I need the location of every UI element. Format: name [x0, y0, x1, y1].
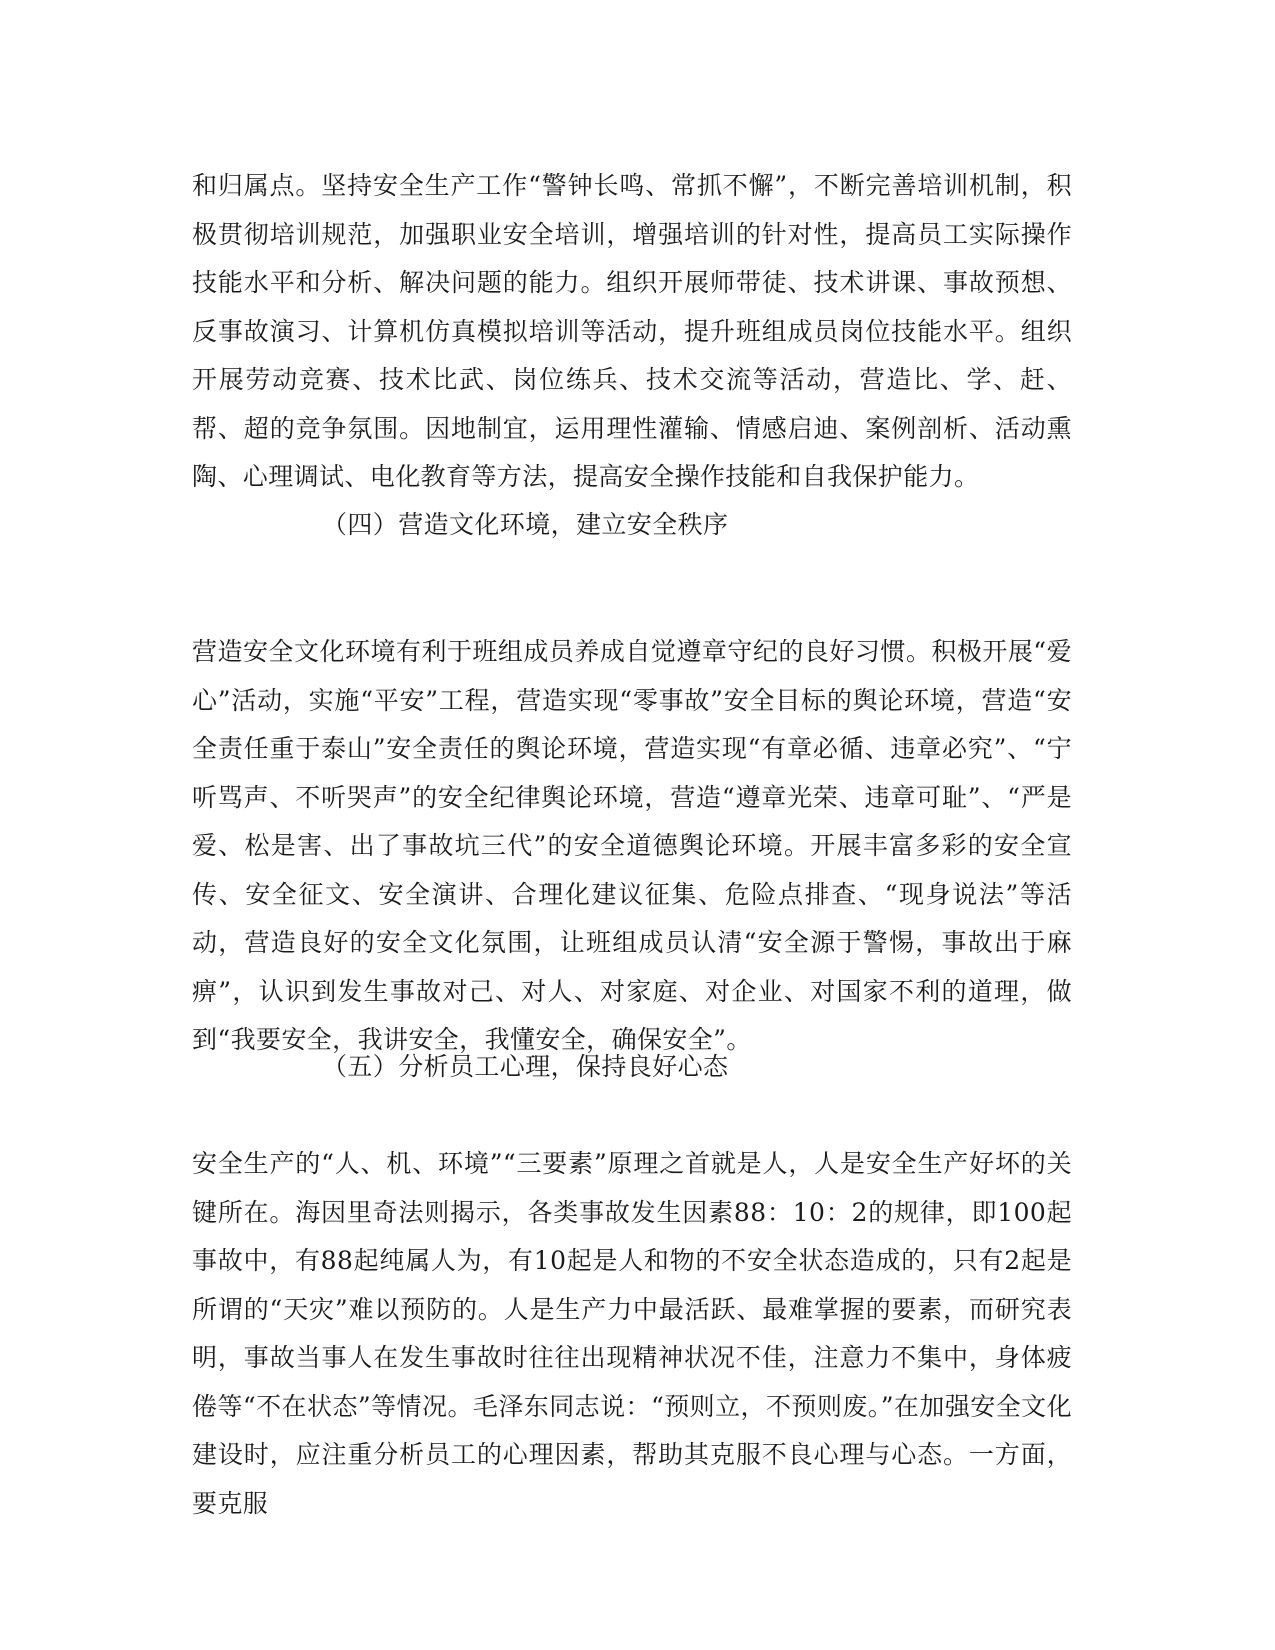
section-heading-5: （五）分析员工心理，保持良好心态: [322, 1052, 729, 1081]
paragraph-training-mechanism: 和归属点。坚持安全生产工作“警钟长鸣、常抓不懈”，不断完善培训机制，积极贯彻培训规范，加强职业安全培训，增强培训的针对性，提高员工实际操作技能水平和分析、解决问题的能力。组织开展师带徒、技术讲课、事故预想、反事故演习、计算机仿真模拟培训等活动，提升班组成员岗位技能水平。组织开展劳动竞赛、技术比武、岗位练兵、技术交流等活动，营造比、学、赶、帮、超的竞争氛围。因地制宜，运用理性灌输、情感启迪、案例剖析、活动熏陶、心理调试、电化教育等方法，提高安全操作技能和自我保护能力。: [192, 171, 1072, 491]
section-heading-4: （四）营造文化环境，建立安全秩序: [322, 510, 729, 539]
paragraph-culture-environment: 营造安全文化环境有利于班组成员养成自觉遵章守纪的良好习惯。积极开展“爱心”活动，实施“平安”工程，营造实现“零事故”安全目标的舆论环境，营造“安全责任重于泰山”安全责任的舆论环境，营造实现“有章必循、违章必究”、“宁听骂声、不听哭声”的安全纪律舆论环境，营造“遵章光荣、违章可耻”、“严是爱、松是害、出了事故坑三代”的安全道德舆论环境。开展丰富多彩的安全宣传、安全征文、安全演讲、合理化建议征集、危险点排查、“现身说法”等活动，营造良好的安全文化氛围，让班组成员认清“安全源于警惕，事故出于麻痹”，认识到发生事故对己、对人、对家庭、对企业、对国家不利的道理，做到“我要安全，我讲安全，我懂安全，确保安全”。: [192, 637, 1072, 1054]
paragraph-employee-psychology: 安全生产的“人、机、环境”“三要素”原理之首就是人，人是安全生产好坏的关键所在。海因里奇法则揭示，各类事故发生因素88：10：2的规律，即100起事故中，有88起纯属人为，有10起是人和物的不安全状态造成的，只有2起是所谓的“天灾”难以预防的。人是生产力中最活跃、最难掌握的要素，而研究表明，事故当事人在发生事故时往往出现精神状况不佳，注意力不集中，身体疲倦等“不在状态”等情况。毛泽东同志说：“预则立，不预则废。”在加强安全文化建设时，应注重分析员工的心理因素，帮助其克服不良心理与心态。一方面，要克服: [192, 1149, 1072, 1518]
